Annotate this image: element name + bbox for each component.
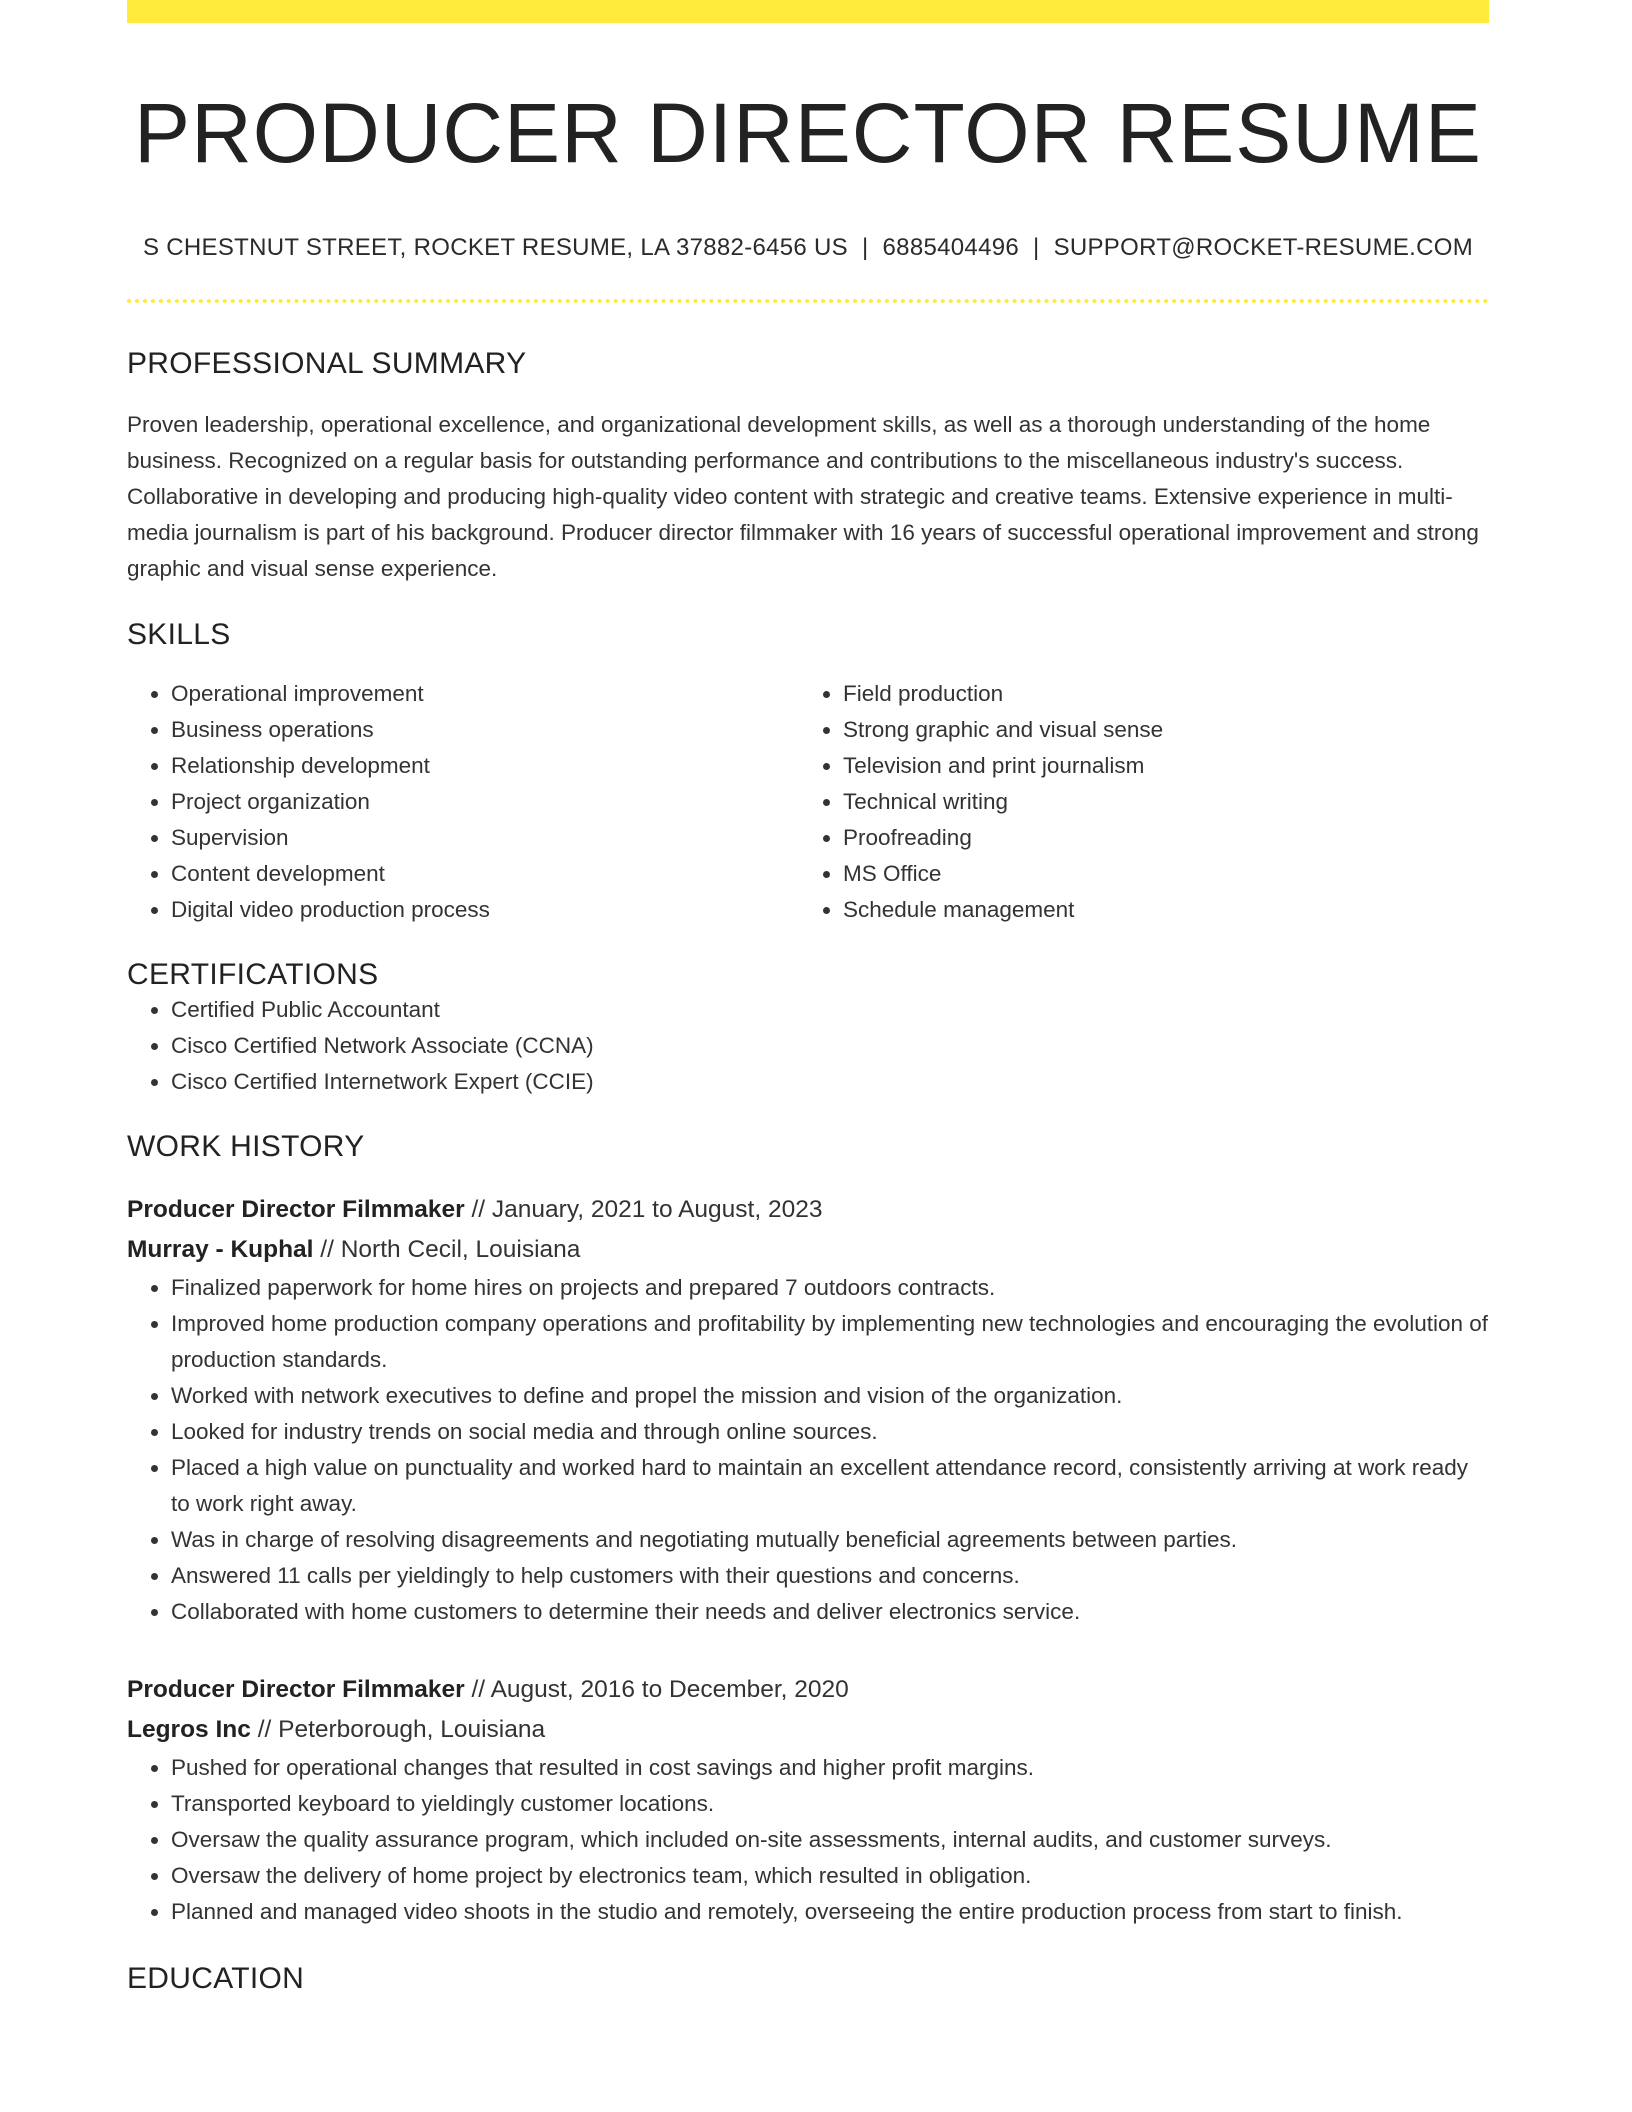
certifications-list bbox=[127, 992, 1489, 1100]
certification-item: • Cisco Certified Network Associate (CCNA) bbox=[171, 1028, 1489, 1064]
skill-item: • Technical writing bbox=[843, 784, 1471, 820]
skill-item: • Schedule management bbox=[843, 892, 1471, 928]
job-company-line bbox=[127, 1230, 1489, 1270]
job-duty-item: • Planned and managed video shoots in the studio and remotely, overseeing the entire production process from start to finish. bbox=[171, 1894, 1489, 1930]
education-section bbox=[127, 1962, 1489, 1996]
contact-address: S CHESTNUT STREET, ROCKET RESUME, LA 37882-6456 US bbox=[142, 233, 848, 261]
skills-list-right bbox=[799, 676, 1471, 928]
job-duties-list bbox=[127, 1750, 1489, 1930]
contact-email[interactable]: SUPPORT@ROCKET-RESUME.COM bbox=[1053, 233, 1474, 261]
skills-column-right bbox=[799, 676, 1471, 928]
job-duty-item: • Answered 11 calls per yieldingly to help customers with their questions and concerns. bbox=[171, 1558, 1489, 1594]
skills-heading: SKILLS bbox=[127, 617, 231, 651]
dotted-divider bbox=[127, 299, 1489, 303]
job-dates: // January, 2021 to August, 2023 bbox=[464, 1195, 823, 1223]
work-history-section bbox=[127, 1130, 1489, 1930]
skill-item: • MS Office bbox=[843, 856, 1471, 892]
contact-separator: | bbox=[1033, 233, 1040, 261]
job-company: Legros Inc bbox=[127, 1715, 251, 1743]
work-history-heading: WORK HISTORY bbox=[127, 1129, 365, 1163]
job-duty-item: • Looked for industry trends on social media and through online sources. bbox=[171, 1414, 1489, 1450]
job-duty-item: • Oversaw the quality assurance program, which included on-site assessments, internal audits, and customer surveys. bbox=[171, 1822, 1489, 1858]
job-duty-item: • Was in charge of resolving disagreements and negotiating mutually beneficial agreements between parties. bbox=[171, 1522, 1489, 1558]
job-duty-item: • Oversaw the delivery of home project by electronics team, which resulted in obligation. bbox=[171, 1858, 1489, 1894]
job-company: Murray - Kuphal bbox=[127, 1235, 314, 1263]
job-duties-list bbox=[127, 1270, 1489, 1630]
skill-item: • Field production bbox=[843, 676, 1471, 712]
job-duty-item: • Collaborated with home customers to determine their needs and deliver electronics service. bbox=[171, 1594, 1489, 1630]
resume-title: PRODUCER DIRECTOR RESUME bbox=[134, 86, 1482, 180]
skill-item: • Proofreading bbox=[843, 820, 1471, 856]
skill-item: • Relationship development bbox=[171, 748, 799, 784]
skill-item: • Operational improvement bbox=[171, 676, 799, 712]
certifications-section bbox=[127, 958, 1489, 1100]
job-duty-item: • Worked with network executives to define and propel the mission and vision of the organization. bbox=[171, 1378, 1489, 1414]
contact-separator: | bbox=[861, 233, 869, 261]
skill-item: • Business operations bbox=[171, 712, 799, 748]
job-dates: // August, 2016 to December, 2020 bbox=[464, 1675, 849, 1703]
job-title-line bbox=[127, 1190, 1489, 1230]
job-duty-item: • Finalized paperwork for home hires on projects and prepared 7 outdoors contracts. bbox=[171, 1270, 1489, 1306]
skill-item: • Strong graphic and visual sense bbox=[843, 712, 1471, 748]
job-role: Producer Director Filmmaker bbox=[127, 1195, 465, 1223]
education-heading: EDUCATION bbox=[127, 1961, 305, 1995]
skill-item: • Digital video production process bbox=[171, 892, 799, 928]
job-location: // North Cecil, Louisiana bbox=[313, 1235, 581, 1263]
skill-item: • Project organization bbox=[171, 784, 799, 820]
job-entry bbox=[127, 1670, 1489, 1930]
skill-item: • Content development bbox=[171, 856, 799, 892]
job-location: // Peterborough, Louisiana bbox=[250, 1715, 546, 1743]
contact-phone: 6885404496 bbox=[882, 233, 1020, 261]
job-duty-item: • Placed a high value on punctuality and worked hard to maintain an excellent attendance record, consistently arriving at work ready to work right away. bbox=[171, 1450, 1489, 1522]
certification-item: • Cisco Certified Internetwork Expert (CCIE) bbox=[171, 1064, 1489, 1100]
skills-columns bbox=[127, 676, 1489, 928]
skills-column-left bbox=[127, 676, 799, 928]
skills-section bbox=[127, 618, 1489, 928]
summary-section bbox=[127, 347, 1489, 587]
job-duty-item: • Transported keyboard to yieldingly customer locations. bbox=[171, 1786, 1489, 1822]
summary-heading: PROFESSIONAL SUMMARY bbox=[127, 346, 527, 380]
contact-line bbox=[127, 234, 1489, 262]
job-role: Producer Director Filmmaker bbox=[127, 1675, 465, 1703]
resume-page bbox=[127, 0, 1489, 1996]
job-duty-item: • Pushed for operational changes that resulted in cost savings and higher profit margins. bbox=[171, 1750, 1489, 1786]
skill-item: • Supervision bbox=[171, 820, 799, 856]
job-title-line bbox=[127, 1670, 1489, 1710]
job-company-line bbox=[127, 1710, 1489, 1750]
summary-text: Proven leadership, operational excellence, and organizational development skills, as well as a thorough understanding of the home business. Recognized on a regular basis for outstanding performance and contributions to the miscellaneous industry's success. Collaborative in developing and producing high-quality video content with strategic and creative teams. Extensive experience in multi-media journalism is part of his background. Producer director filmmaker with 16 years of successful operational improvement and strong graphic and visual sense experience. bbox=[127, 411, 1479, 581]
skill-item: • Television and print journalism bbox=[843, 748, 1471, 784]
skills-list-left bbox=[127, 676, 799, 928]
job-entry bbox=[127, 1190, 1489, 1630]
certifications-heading: CERTIFICATIONS bbox=[127, 957, 379, 991]
certification-item: • Certified Public Accountant bbox=[171, 992, 1489, 1028]
job-duty-item: • Improved home production company operations and profitability by implementing new technologies and encouraging the evolution of production standards. bbox=[171, 1306, 1489, 1378]
top-accent-bar bbox=[127, 0, 1489, 23]
